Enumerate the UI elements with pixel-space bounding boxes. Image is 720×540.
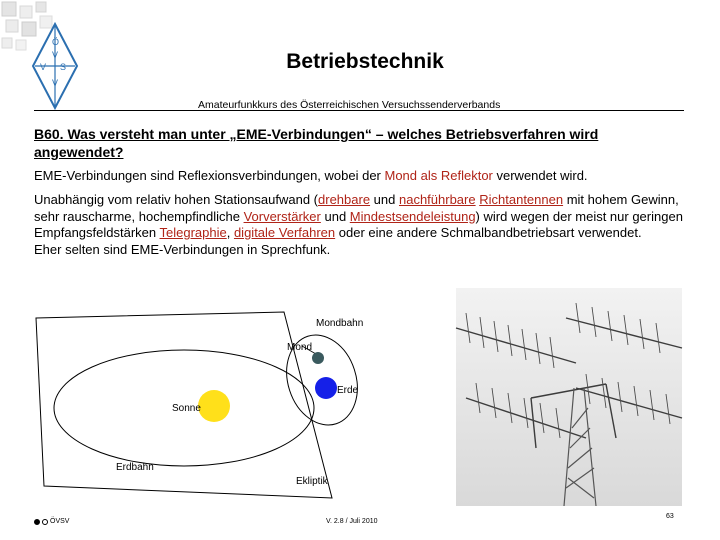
orbit-diagram [34, 310, 364, 505]
footer-organization [34, 518, 69, 525]
header-divider [34, 110, 684, 111]
link-richtantennen[interactable]: Richtantennen [479, 192, 564, 207]
p2-text-1: Unabhängig vom relativ hohen Stationsaufwand ( [34, 192, 319, 207]
moon-reflector-highlight: Mond als Reflektor [384, 168, 493, 183]
p2-text-2: und [370, 192, 399, 207]
oevsv-logo [30, 22, 80, 110]
question-heading: B60. Was versteht man unter „EME-Verbindungen“ – welches Betriebsverfahren wird angewendet? [34, 126, 599, 160]
label-erde: Erde [337, 385, 359, 396]
link-vorverstaerker[interactable]: Vorverstärker [243, 208, 321, 224]
page-subtitle: Amateurfunkkurs des Österreichischen Versuchssenderverbands [198, 99, 501, 111]
link-telegraphie[interactable]: Telegraphie [159, 225, 227, 240]
logo-letter-3: S [60, 62, 67, 72]
label-mondbahn: Mondbahn [316, 318, 364, 329]
moon-icon [312, 352, 324, 364]
p2-text-7: , [226, 225, 234, 240]
p2-text-8: oder eine andere Schmalbandbetriebsart verwendet. [335, 225, 642, 240]
p2-text-4: mit hohem Gewinn, sehr rauscharme, hochempfindliche [34, 192, 679, 224]
link-drehbare[interactable]: drehbare [318, 192, 371, 207]
sun-icon [198, 390, 230, 422]
earth-icon [315, 377, 337, 399]
footer-version: V. 2.8 / Juli 2010 [326, 518, 378, 525]
p2-text-9: Eher selten sind EME-Verbindungen in Sprechfunk. [34, 241, 331, 257]
page-title: Betriebstechnik [286, 50, 444, 73]
label-mond: Mond [287, 342, 313, 353]
link-digitale-verfahren[interactable]: digitale Verfahren [233, 225, 336, 240]
page-number: 63 [666, 513, 674, 520]
link-nachfuehrbare[interactable]: nachführbare [398, 192, 476, 207]
logo-letter-2: V [52, 50, 59, 60]
paragraph-reflection [34, 167, 684, 184]
logo-letter-4: V [52, 78, 59, 88]
link-mindestsendeleistung[interactable]: Mindestsendeleistung [349, 208, 476, 224]
p2-text-5: und [320, 208, 350, 224]
copyright-ring-icon [42, 519, 48, 525]
copyright-circle-icon [34, 519, 40, 525]
logo-letter-center: V [40, 62, 47, 72]
label-ekliptik: Ekliptik [296, 476, 328, 487]
label-erdbahn: Erdbahn [116, 462, 154, 473]
paragraph1-text-2: verwendet wird. [492, 168, 588, 183]
paragraph1-text-1: EME-Verbindungen sind Reflexionsverbindungen, wobei der [34, 168, 385, 183]
paragraph-operation [34, 192, 684, 258]
label-sonne: Sonne [172, 403, 201, 414]
p2-text-6: ) wird wegen der meist nur geringen Empfangsfeldstärken [34, 208, 683, 240]
footer-org-text: ÖVSV [50, 518, 70, 525]
eme-antenna-array-photo [456, 288, 682, 506]
logo-letter-1: Ö [52, 37, 60, 47]
